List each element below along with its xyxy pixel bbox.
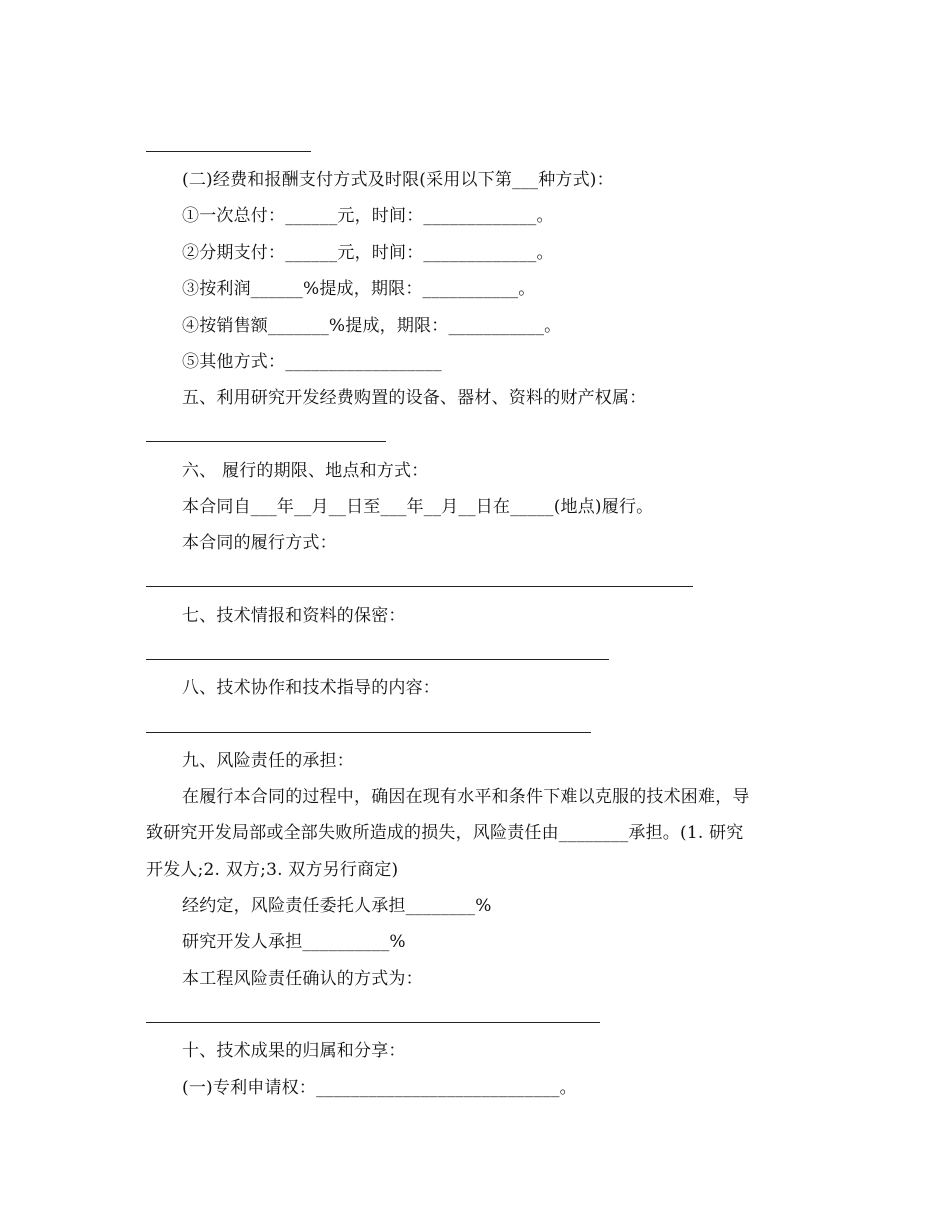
section-8-heading: 八、技术协作和技术指导的内容：: [182, 678, 440, 698]
section-5-heading: 五、利用研究开发经费购置的设备、器材、资料的财产权属：: [182, 388, 647, 408]
payment-option-other: ⑤其他方式：__________________: [182, 352, 442, 372]
risk-paragraph-line-3: 开发人;2. 双方;3. 双方另行商定): [146, 860, 399, 880]
payment-option-sales: ④按销售额_______%提成，期限：___________。: [182, 316, 562, 336]
payment-option-installment: ②分期支付：______元，时间：_____________。: [182, 243, 554, 263]
payment-option-profit: ③按利润______%提成，期限：___________。: [182, 279, 536, 299]
risk-confirmation-label: 本工程风险责任确认的方式为：: [182, 969, 423, 989]
payment-option-lump-sum: ①一次总付：______元，时间：_____________。: [182, 206, 554, 226]
section-9-heading: 九、风险责任的承担：: [182, 751, 354, 771]
risk-client-share: 经约定，风险责任委托人承担________%: [182, 896, 492, 916]
blank-line-5: [146, 732, 591, 733]
risk-paragraph-line-2: 致研究开发局部或全部失败所造成的损失，风险责任由________承担。(1. 研究: [146, 823, 744, 843]
blank-line-1: [146, 151, 311, 152]
performance-method-label: 本合同的履行方式：: [182, 533, 337, 553]
performance-period-line: 本合同自___年__月__日至___年__月__日在_____(地点)履行。: [182, 497, 654, 517]
blank-line-3: [146, 586, 693, 587]
section-7-heading: 七、技术情报和资料的保密：: [182, 606, 406, 626]
patent-application-right: (一)专利申请权：____________________________。: [182, 1078, 577, 1098]
section-6-heading: 六、 履行的期限、地点和方式：: [182, 461, 429, 481]
payment-method-heading: (二)经费和报酬支付方式及时限(采用以下第___种方式)：: [182, 170, 614, 190]
risk-developer-share: 研究开发人承担__________%: [182, 932, 406, 952]
blank-line-6: [146, 1022, 600, 1023]
blank-line-4: [146, 659, 609, 660]
risk-paragraph-line-1: 在履行本合同的过程中，确因在现有水平和条件下难以克服的技术困难，导: [182, 787, 750, 807]
blank-line-2: [146, 441, 386, 442]
section-10-heading: 十、技术成果的归属和分享：: [182, 1041, 406, 1061]
